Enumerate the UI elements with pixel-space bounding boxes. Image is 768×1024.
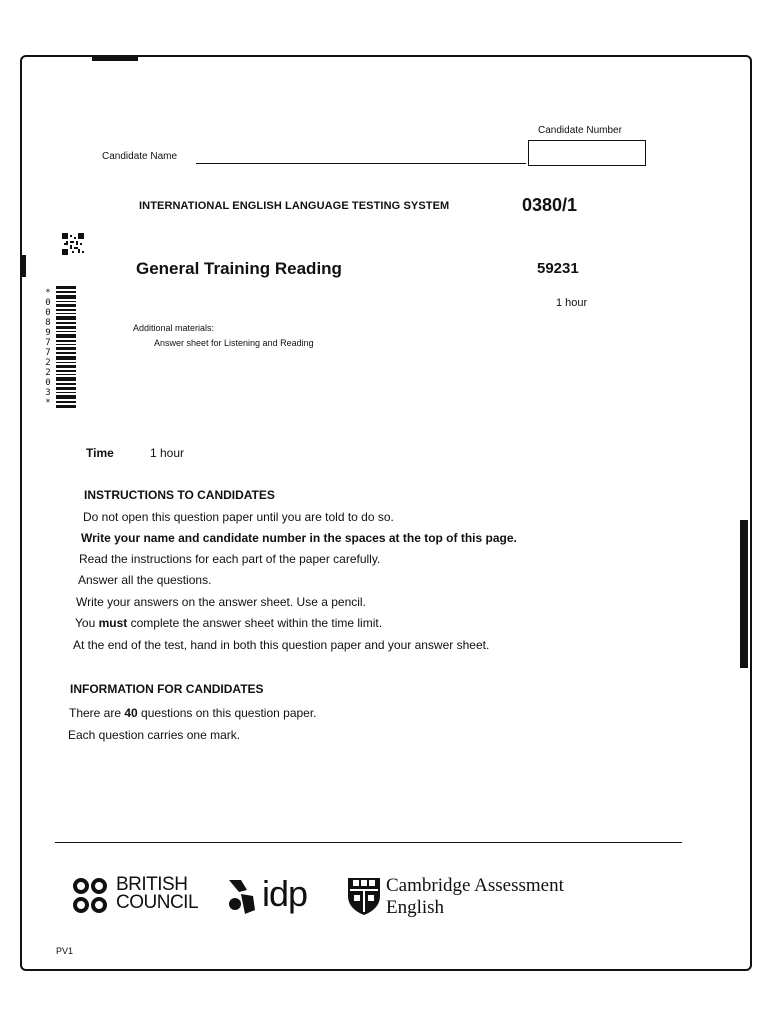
time-label: Time [86, 446, 114, 460]
information-line-1 [69, 706, 317, 720]
idp-logo-text: idp [262, 873, 308, 914]
candidate-name-label: Candidate Name [102, 151, 178, 162]
british-council-line-2: COUNCIL [116, 892, 199, 913]
question-count: 40 [124, 706, 138, 720]
instruction-line-6-emphasis: must [98, 616, 128, 630]
barcode-icon [52, 286, 80, 410]
information-heading: INFORMATION FOR CANDIDATES [70, 682, 264, 696]
instruction-line-6-end: complete the answer sheet within the time limit. [127, 616, 383, 630]
british-council-logo-text [116, 876, 198, 912]
instructions-heading: INSTRUCTIONS TO CANDIDATES [84, 488, 275, 502]
candidate-name-field[interactable] [196, 163, 526, 164]
instruction-line-2: Write your name and candidate number in the spaces at the top of this page. [81, 531, 517, 545]
edge-mark-top [92, 55, 138, 61]
footer-divider [55, 842, 682, 843]
information-line-1-end: questions on this question paper. [137, 706, 317, 720]
instruction-line-6-start: You [75, 616, 99, 630]
instruction-line-7: At the end of the test, hand in both this question paper and your answer sheet. [73, 638, 490, 652]
barcode-number: *0089772203* [45, 288, 51, 408]
cambridge-logo-line-2: English [386, 897, 445, 918]
exam-code: 0380/1 [522, 195, 578, 215]
time-value: 1 hour [150, 446, 185, 460]
british-council-line-1: BRITISH [116, 874, 188, 895]
instruction-line-1: Do not open this question paper until you are told to do so. [83, 510, 394, 524]
paper-title: General Training Reading [136, 259, 342, 278]
instruction-line-6 [75, 616, 382, 630]
paper-duration: 1 hour [556, 297, 588, 309]
additional-materials-label: Additional materials: [133, 323, 215, 333]
paper-code: 59231 [537, 260, 579, 277]
information-line-1-start: There are [69, 706, 125, 720]
edge-mark-left [20, 255, 26, 277]
qr-code-icon [62, 233, 84, 255]
instruction-line-4: Answer all the questions. [78, 573, 212, 587]
cambridge-logo-line-1: Cambridge Assessment [386, 875, 564, 896]
additional-materials-item: Answer sheet for Listening and Reading [154, 338, 314, 348]
cambridge-shield-icon [346, 876, 382, 916]
instruction-line-5: Write your answers on the answer sheet. Use a pencil. [76, 595, 366, 609]
exam-title: INTERNATIONAL ENGLISH LANGUAGE TESTING SYSTEM [139, 200, 450, 212]
candidate-number-label: Candidate Number [538, 125, 622, 136]
candidate-number-box[interactable] [528, 140, 646, 166]
instruction-line-3: Read the instructions for each part of the paper carefully. [79, 552, 381, 566]
edge-mark-right [740, 520, 748, 668]
information-line-2: Each question carries one mark. [68, 728, 241, 742]
form-code: PV1 [56, 946, 74, 956]
